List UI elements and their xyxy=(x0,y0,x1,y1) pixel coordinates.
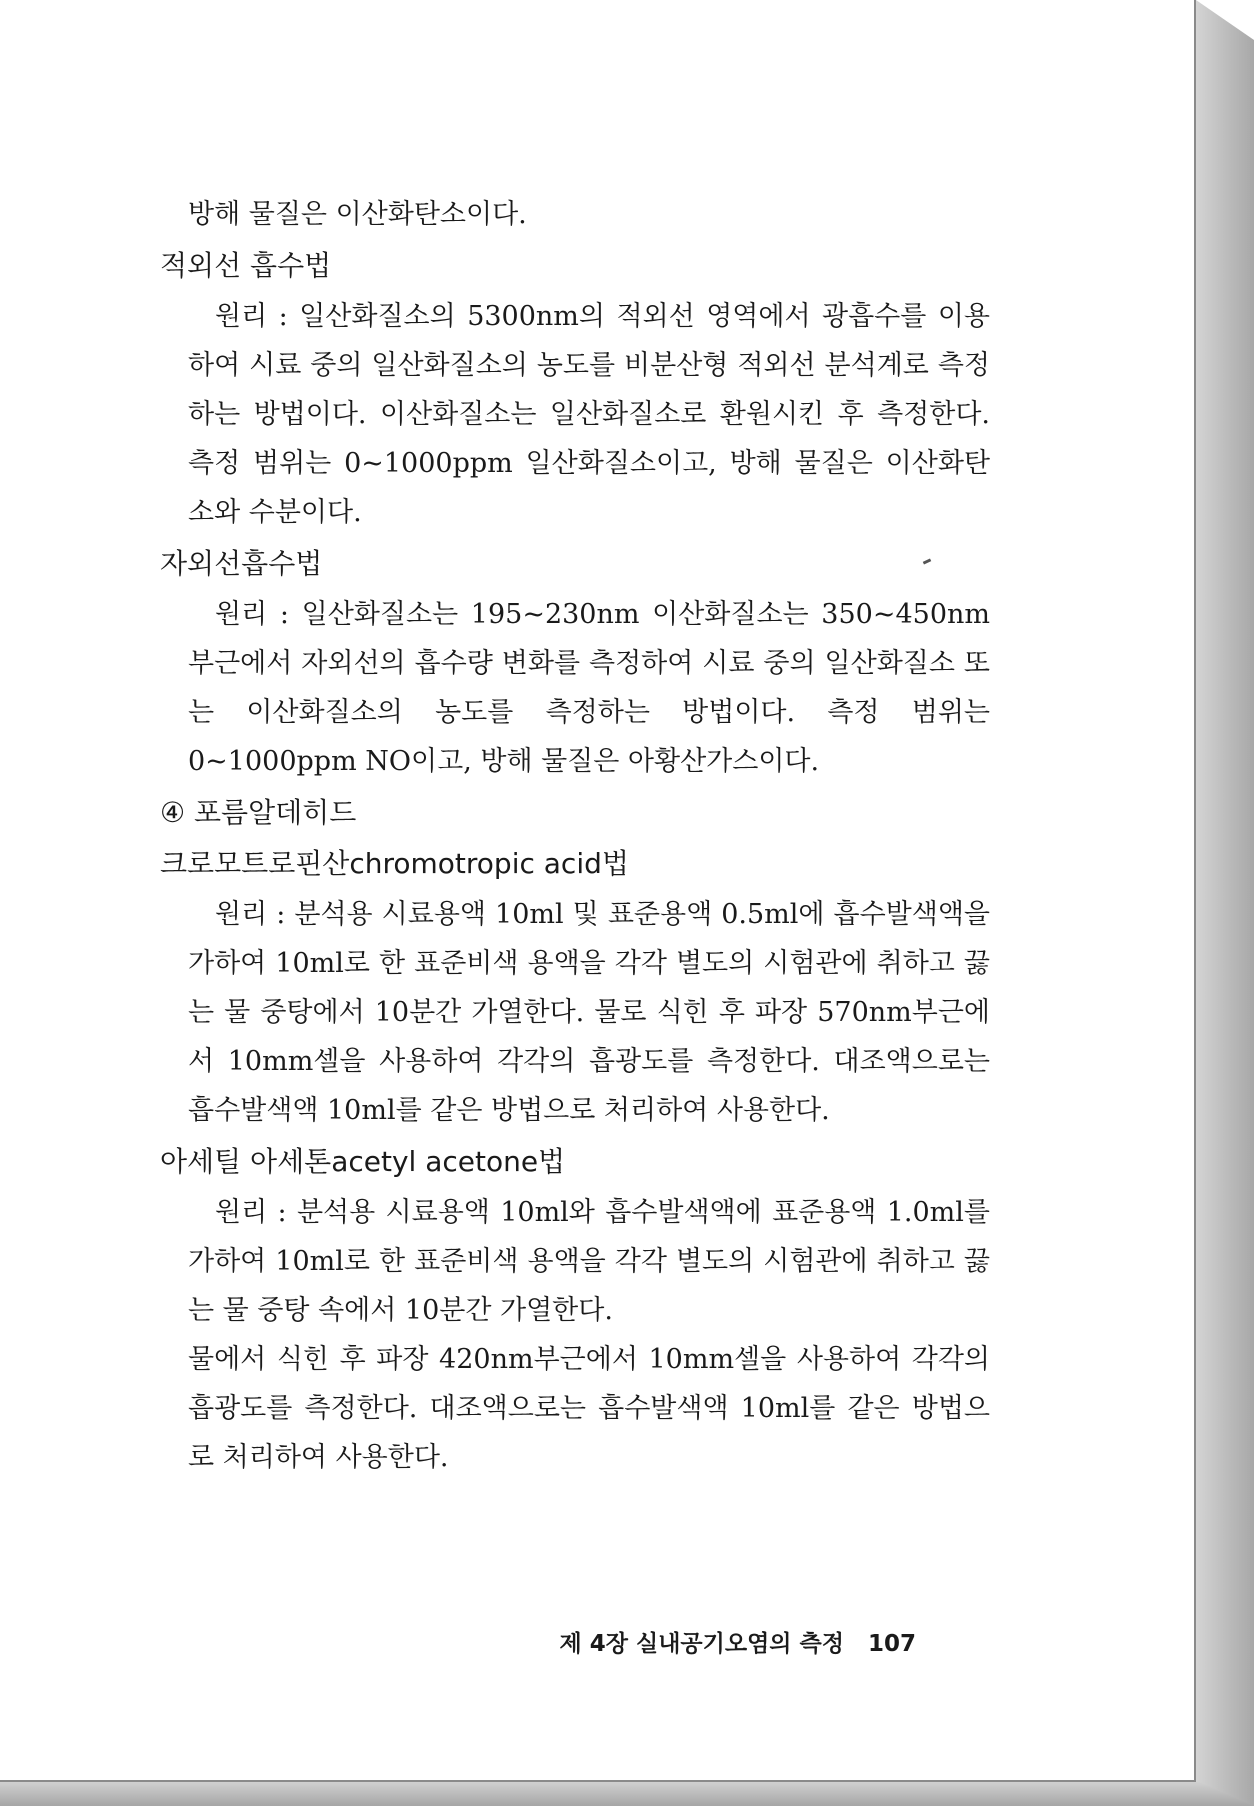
page-content xyxy=(160,190,990,1482)
paragraph-infrared-principle: 원리 : 일산화질소의 5300nm의 적외선 영역에서 광흡수를 이용하여 시료 중의 일산화질소의 농도를 비분산형 적외선 분석계로 측정하는 방법이다. 이산화질소는 일산화질소로 환원시킨 후 측정한다. 측정 범위는 0~1000ppm 일산화질소이고, 방해 물질은 이산화탄소와 수분이다. xyxy=(188,301,990,528)
page-edge-right xyxy=(1196,0,1254,1806)
paragraph-chromotropic-principle: 원리 : 분석용 시료용액 10ml 및 표준용액 0.5ml에 흡수발색액을 가하여 10ml로 한 표준비색 용액을 각각 별도의 시험관에 취하고 끓는 물 중탕에서 10분간 가열한다. 물로 식힌 후 파장 570nm부근에서 10mm셀을 사용하여 각각의 흡광도를 측정한다. 대조액으로는 흡수발색액 10ml를 같은 방법으로 처리하여 사용한다. xyxy=(188,899,990,1126)
heading-infrared-absorption: 적외선 흡수법 xyxy=(160,249,332,282)
heading-acetylacetone-method: 아세틸 아세톤acetyl acetone법 xyxy=(160,1145,566,1178)
page-edge-bottom xyxy=(0,1782,1254,1806)
heading-ultraviolet-absorption: 자외선흡수법 xyxy=(160,547,323,580)
paragraph-acetylacetone-principle: 원리 : 분석용 시료용액 10ml와 흡수발색액에 표준용액 1.0ml를 가하여 10ml로 한 표준비색 용액을 각각 별도의 시험관에 취하고 끓는 물 중탕 속에서 10분간 가열한다. xyxy=(188,1197,990,1326)
paragraph-acetylacetone-continued: 물에서 식힌 후 파장 420nm부근에서 10mm셀을 사용하여 각각의 흡광도를 측정한다. 대조액으로는 흡수발색액 10ml를 같은 방법으로 처리하여 사용한다. xyxy=(188,1344,990,1473)
page-footer xyxy=(560,1625,916,1658)
chapter-title: 제 4장 실내공기오염의 측정 xyxy=(559,1631,844,1657)
heading-formaldehyde: ④ 포름알데히드 xyxy=(160,796,357,829)
paragraph-ultraviolet-principle: 원리 : 일산화질소는 195~230nm 이산화질소는 350~450nm 부근에서 자외선의 흡수량 변화를 측정하여 시료 중의 일산화질소 또는 이산화질소의 농도를 측정하는 방법이다. 측정 범위는 0~1000ppm NO이고, 방해 물질은 아황산가스이다. xyxy=(188,599,990,777)
page-number: 107 xyxy=(867,1631,916,1657)
intro-line: 방해 물질은 이산화탄소이다. xyxy=(188,199,527,230)
heading-chromotropic-acid-method: 크로모트로핀산chromotropic acid법 xyxy=(160,847,629,880)
